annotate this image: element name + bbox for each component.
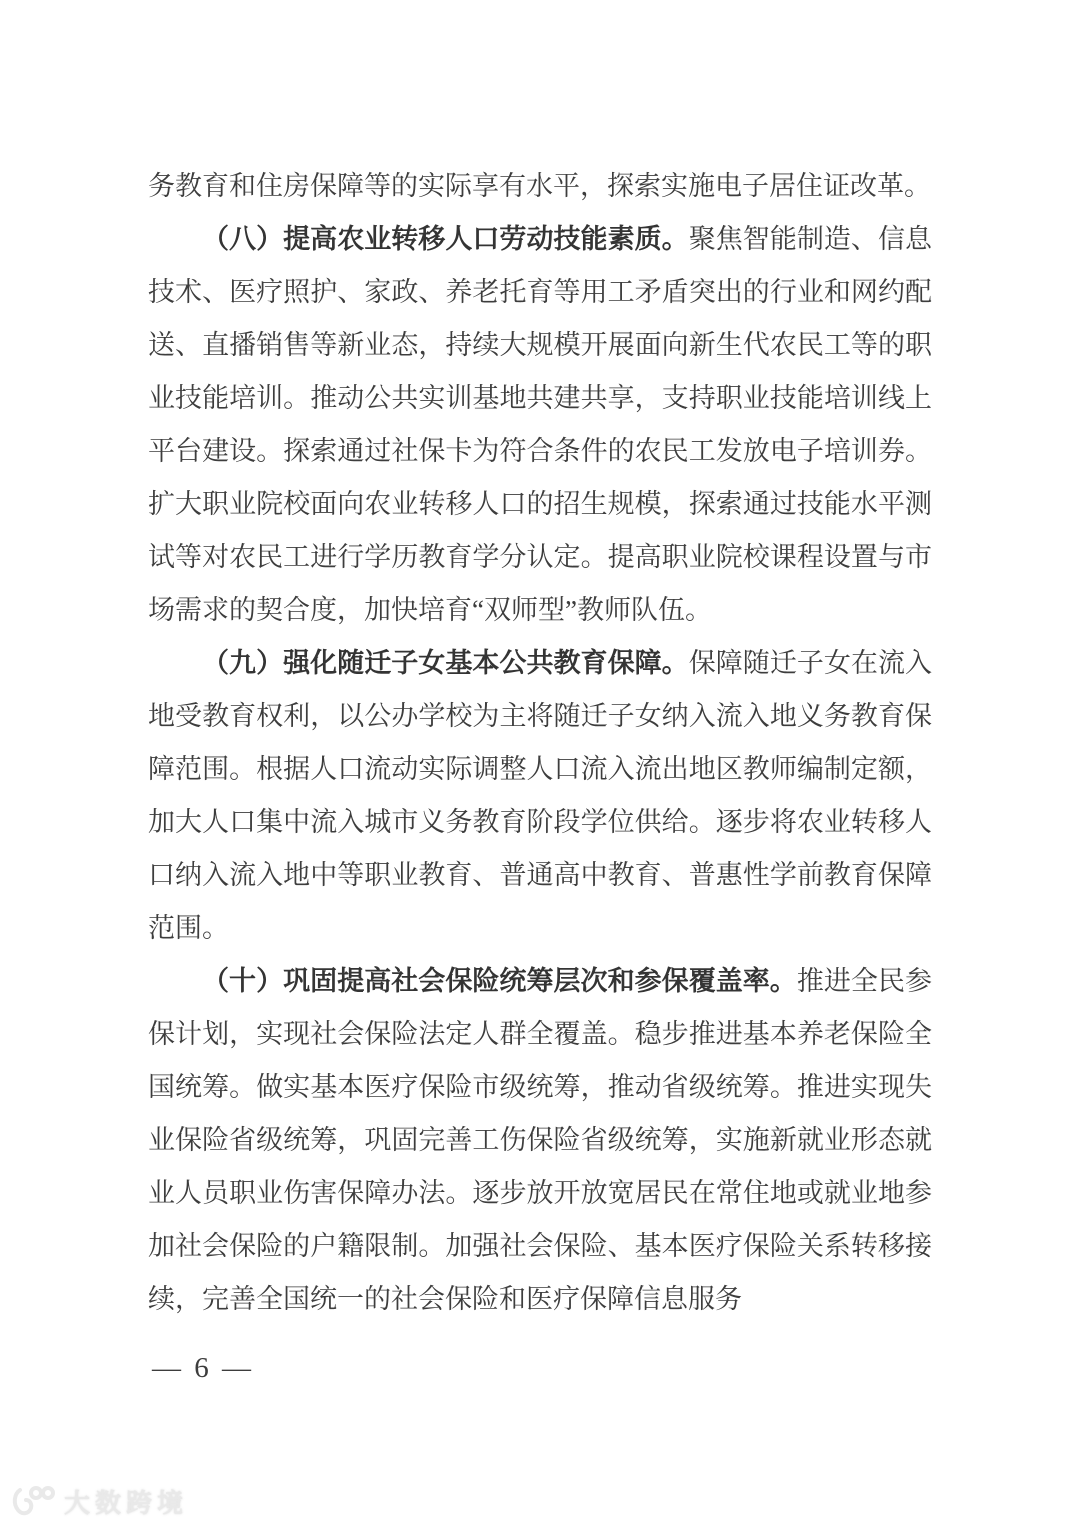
paragraph-continuation	[148, 160, 932, 213]
paragraph-item-8	[148, 213, 932, 637]
watermark-100-logo-icon	[10, 1484, 56, 1520]
watermark-text: 大数跨境	[64, 1488, 189, 1518]
page-number: — 6 —	[152, 1352, 254, 1384]
paragraph-text: 推进全民参保计划，实现社会保险法定人群全覆盖。稳步推进基本养老保险全国统筹。做实基本医疗保险市级统筹，推动省级统筹。推进实现失业保险省级统筹，巩固完善工伤保险省级统筹，实施新就业形态就业人员职业伤害保障办法。逐步放开放宽居民在常住地或就业地参加社会保险的户籍限制。加强社会保险、基本医疗保险关系转移接续，完善全国统一的社会保险和医疗保障信息服务	[148, 966, 933, 1314]
paragraph-item-10	[148, 955, 932, 1326]
document-body	[148, 160, 932, 1326]
paragraph-heading: （八）提高农业转移人口劳动技能素质。	[202, 224, 689, 254]
paragraph-text: 聚焦智能制造、信息技术、医疗照护、家政、养老托育等用工矛盾突出的行业和网约配送、直播销售等新业态，持续大规模开展面向新生代农民工等的职业技能培训。推动公共实训基地共建共享，支持职业技能培训线上平台建设。探索通过社保卡为符合条件的农民工发放电子培训券。扩大职业院校面向农业转移人口的招生规模，探索通过技能水平测试等对农民工进行学历教育学分认定。提高职业院校课程设置与市场需求的契合度，加快培育“双师型”教师队伍。	[148, 224, 933, 625]
watermark	[10, 1483, 188, 1520]
paragraph-text: 务教育和住房保障等的实际享有水平，探索实施电子居住证改革。	[148, 171, 931, 201]
paragraph-item-9	[148, 637, 932, 955]
paragraph-heading: （十）巩固提高社会保险统筹层次和参保覆盖率。	[202, 966, 797, 996]
paragraph-text: 保障随迁子女在流入地受教育权利，以公办学校为主将随迁子女纳入流入地义务教育保障范围。根据人口流动实际调整人口流入流出地区教师编制定额，加大人口集中流入城市义务教育阶段学位供给。逐步将农业转移人口纳入流入地中等职业教育、普通高中教育、普惠性学前教育保障范围。	[148, 648, 933, 943]
paragraph-heading: （九）强化随迁子女基本公共教育保障。	[202, 648, 689, 678]
